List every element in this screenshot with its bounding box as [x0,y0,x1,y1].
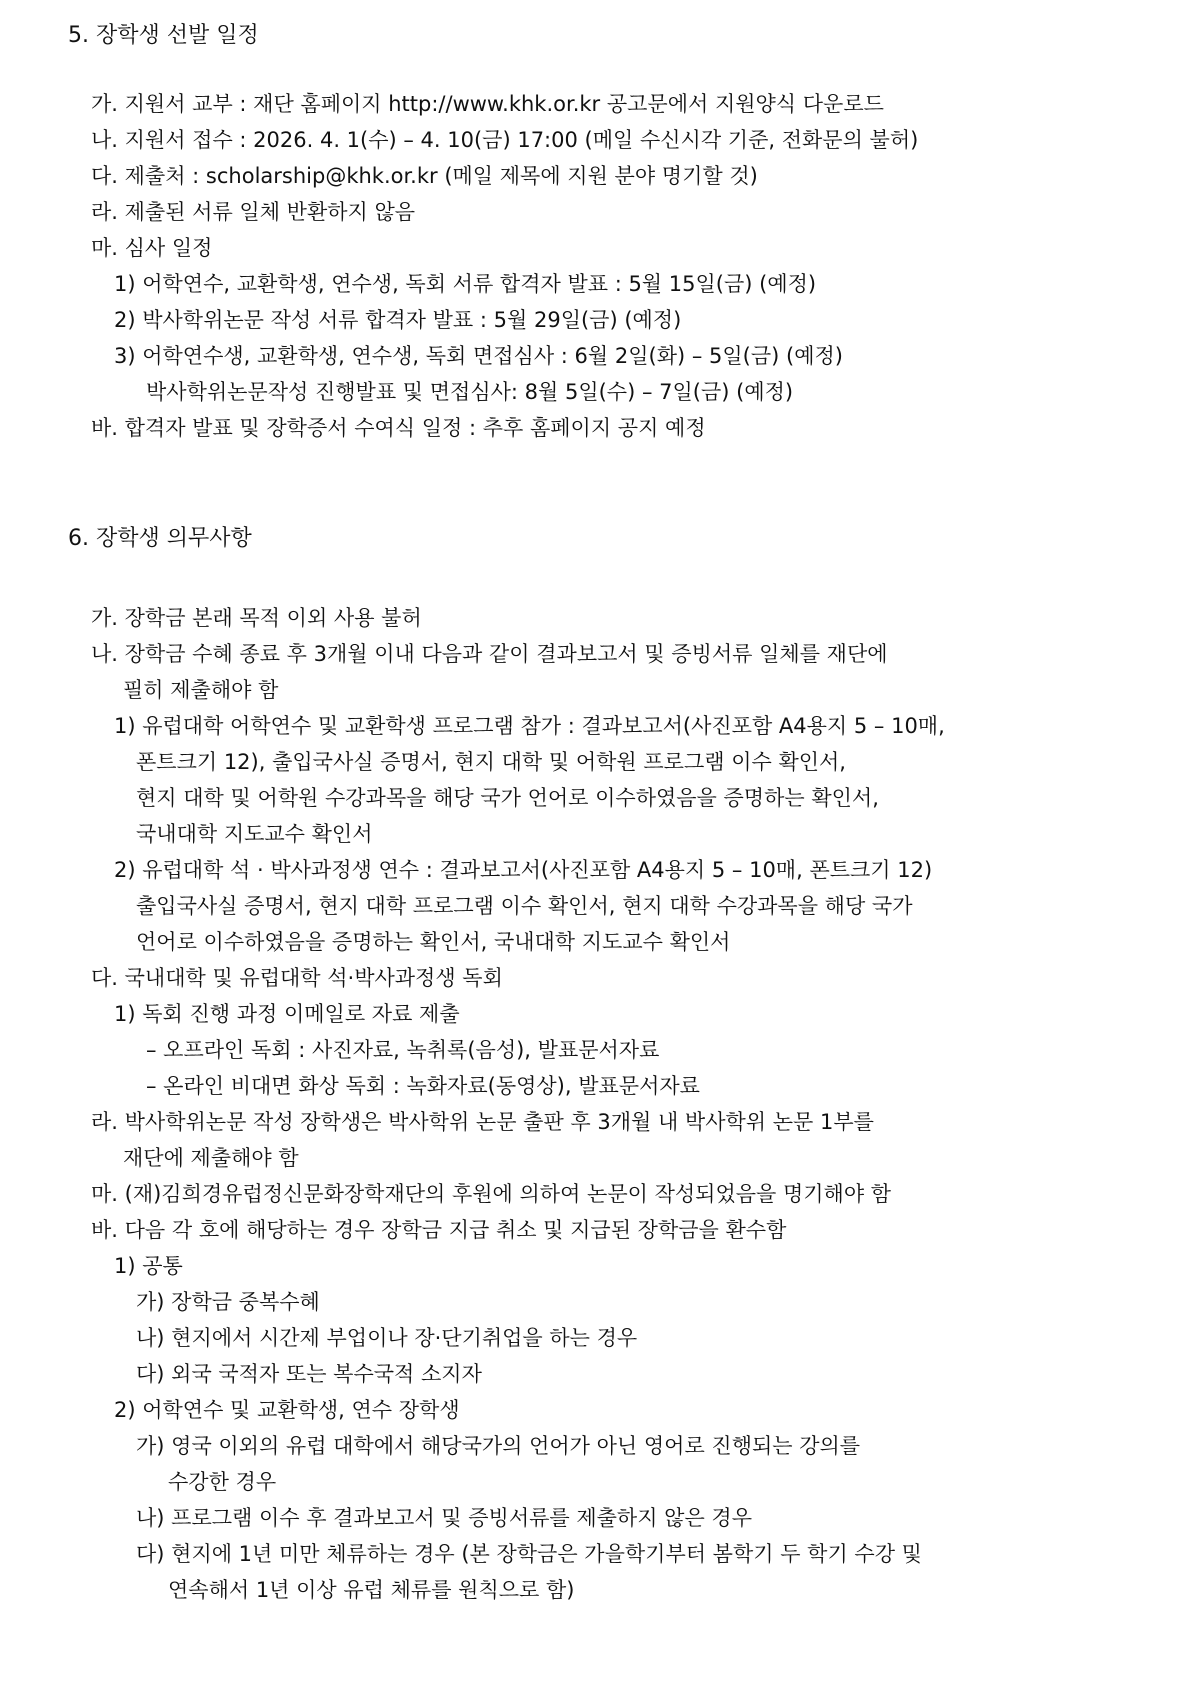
section-6-item-ba-2-ga-cont: 수강한 경우 [168,1470,277,1494]
section-5-item-ma-1: 1) 어학연수, 교환학생, 연수생, 독회 서류 합격자 발표 : 5월 15일(금) (예정) [114,272,817,296]
section-6-item-ba-2-da-cont: 연속해서 1년 이상 유럽 체류를 원칙으로 함) [168,1578,575,1602]
section-6-item-ba: 바. 다음 각 호에 해당하는 경우 장학금 지급 취소 및 지급된 장학금을 환수함 [91,1218,787,1242]
section-5-item-ma-2: 2) 박사학위논문 작성 서류 합격자 발표 : 5월 29일(금) (예정) [114,308,682,332]
section-6-item-ra-cont: 재단에 제출해야 함 [123,1146,299,1170]
section-6-item-na-2-cont-1: 출입국사실 증명서, 현지 대학 프로그램 이수 확인서, 현지 대학 수강과목을 해당 국가 [136,894,913,918]
section-5-item-ga: 가. 지원서 교부 : 재단 홈페이지 http://www.khk.or.kr 공고문에서 지원양식 다운로드 [91,92,884,116]
section-5-item-ra: 라. 제출된 서류 일체 반환하지 않음 [91,200,416,224]
section-6-item-ba-2-ga: 가) 영국 이외의 유럽 대학에서 해당국가의 언어가 아닌 영어로 진행되는 강의를 [136,1434,861,1458]
section-6-item-na-1-cont-1: 폰트크기 12), 출입국사실 증명서, 현지 대학 및 어학원 프로그램 이수 확인서, [136,750,846,774]
section-5-item-ma: 마. 심사 일정 [91,236,213,260]
section-6-item-na-2: 2) 유럽대학 석 · 박사과정생 연수 : 결과보고서(사진포함 A4용지 5 – 10매, 폰트크기 12) [114,858,933,882]
section-5-item-ma-3: 3) 어학연수생, 교환학생, 연수생, 독회 면접심사 : 6월 2일(화) – 5일(금) (예정) [114,344,843,368]
section-6-item-ba-1-da: 다) 외국 국적자 또는 복수국적 소지자 [136,1362,482,1386]
section-5-item-da: 다. 제출처 : scholarship@khk.or.kr (메일 제목에 지원 분야 명기할 것) [91,164,758,188]
section-6-item-da: 다. 국내대학 및 유럽대학 석·박사과정생 독회 [91,966,503,990]
section-6-item-na-1: 1) 유럽대학 어학연수 및 교환학생 프로그램 참가 : 결과보고서(사진포함 A4용지 5 – 10매, [114,714,945,738]
section-6-item-ba-1-ga: 가) 장학금 중복수혜 [136,1290,320,1314]
section-6-item-na-cont: 필히 제출해야 함 [123,678,279,702]
section-6-item-na: 나. 장학금 수혜 종료 후 3개월 이내 다음과 같이 결과보고서 및 증빙서류 일체를 재단에 [91,642,888,666]
section-6-item-na-1-cont-2: 현지 대학 및 어학원 수강과목을 해당 국가 언어로 이수하였음을 증명하는 확인서, [136,786,879,810]
section-5-item-ma-3-cont: 박사학위논문작성 진행발표 및 면접심사: 8월 5일(수) – 7일(금) (예정) [146,380,794,404]
section-6-item-ba-1-na: 나) 현지에서 시간제 부업이나 장·단기취업을 하는 경우 [136,1326,638,1350]
section-5-item-na: 나. 지원서 접수 : 2026. 4. 1(수) – 4. 10(금) 17:00 (메일 수신시각 기준, 전화문의 불허) [91,128,919,152]
section-6-item-na-1-cont-3: 국내대학 지도교수 확인서 [136,822,373,846]
section-6-item-ba-1: 1) 공통 [114,1254,183,1278]
section-6-item-ma: 마. (재)김희경유럽정신문화장학재단의 후원에 의하여 논문이 작성되었음을 명기해야 함 [91,1182,892,1206]
section-6-item-na-2-cont-2: 언어로 이수하였음을 증명하는 확인서, 국내대학 지도교수 확인서 [136,930,731,954]
section-6-item-da-1: 1) 독회 진행 과정 이메일로 자료 제출 [114,1002,460,1026]
section-6-title: 6. 장학생 의무사항 [68,526,252,551]
section-6-item-ba-2-na: 나) 프로그램 이수 후 결과보고서 및 증빙서류를 제출하지 않은 경우 [136,1506,752,1530]
section-6-item-ba-2-da: 다) 현지에 1년 미만 체류하는 경우 (본 장학금은 가을학기부터 봄학기 두 학기 수강 및 [136,1542,922,1566]
section-5-title: 5. 장학생 선발 일정 [68,23,259,48]
section-6-item-da-1-online: – 온라인 비대면 화상 독회 : 녹화자료(동영상), 발표문서자료 [146,1074,700,1098]
section-6-item-da-1-offline: – 오프라인 독회 : 사진자료, 녹취록(음성), 발표문서자료 [146,1038,660,1062]
section-6-item-ba-2: 2) 어학연수 및 교환학생, 연수 장학생 [114,1398,460,1422]
section-5-item-ba: 바. 합격자 발표 및 장학증서 수여식 일정 : 추후 홈페이지 공지 예정 [91,416,706,440]
section-6-item-ra: 라. 박사학위논문 작성 장학생은 박사학위 논문 출판 후 3개월 내 박사학위 논문 1부를 [91,1110,874,1134]
section-6-item-ga: 가. 장학금 본래 목적 이외 사용 불허 [91,606,422,630]
